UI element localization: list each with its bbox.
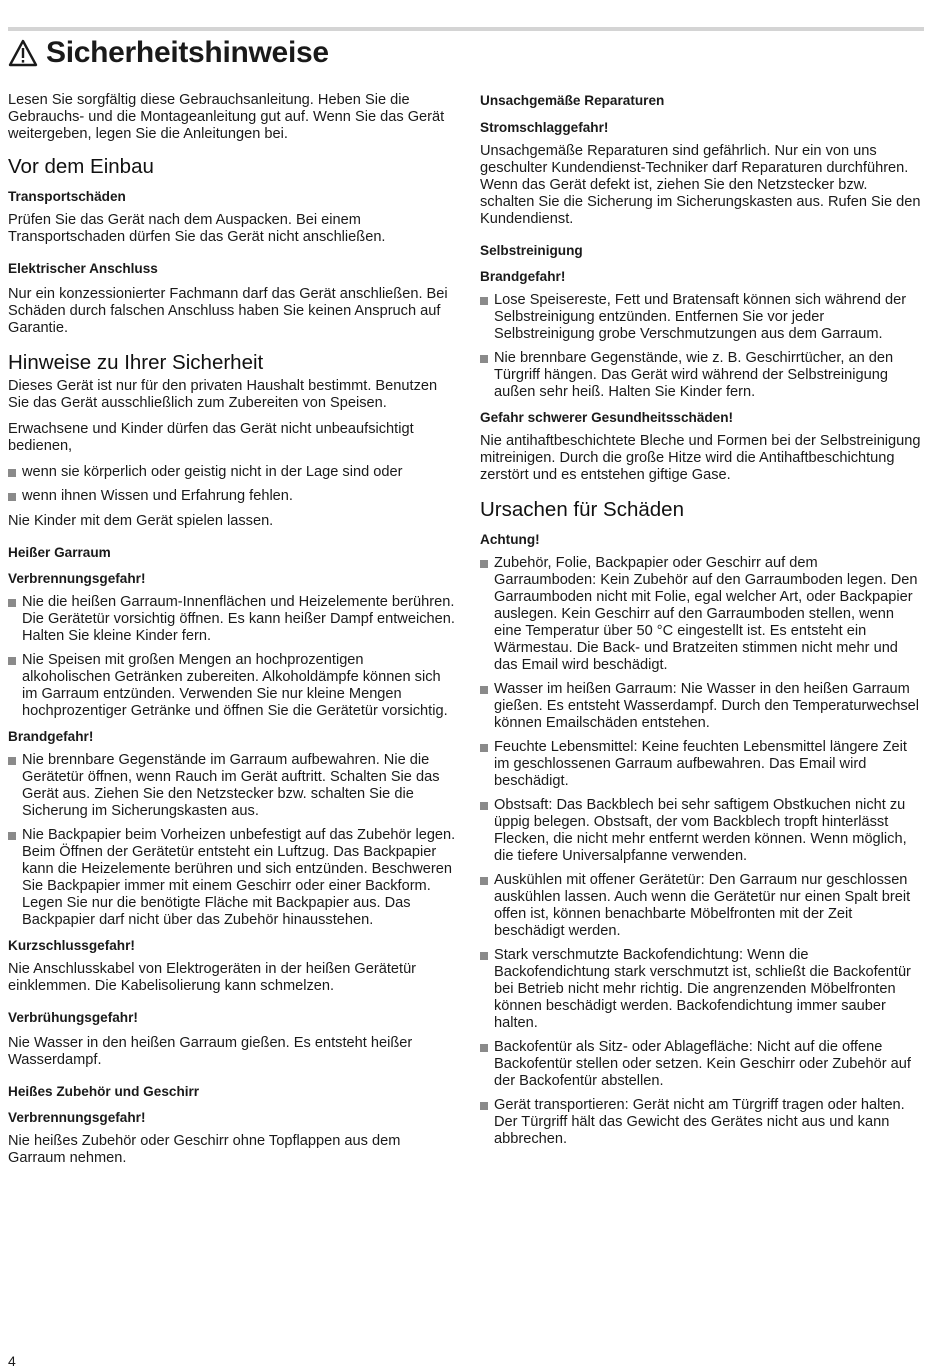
header-rule <box>8 27 924 31</box>
list-item: wenn ihnen Wissen und Erfahrung fehlen. <box>8 488 456 505</box>
page-title <box>8 34 329 72</box>
subheading-heisser-garraum: Heißer Garraum <box>8 545 111 560</box>
paragraph-gesundheitsschaeden: Nie antihaftbeschichtete Bleche und Formen bei der Selbstreinigung mitreinigen. Durch die große Hitze wird die Antihaftbeschichtung zerstört und es entstehen giftige Gase. <box>480 433 921 483</box>
paragraph-kinder-spielen: Nie Kinder mit dem Gerät spielen lassen. <box>8 513 274 529</box>
warning-kurzschlussgefahr: Kurzschlussgefahr! <box>8 938 135 953</box>
list-item: Zubehör, Folie, Backpapier oder Geschirr auf dem Garraumboden: Kein Zubehör auf den Garraumboden legen. Den Garraumboden nicht mit Folie, egal welcher Art, oder Backpapier auslegen. Kein Geschirr auf den Garraumboden stellen, wenn eine Temperatur über 50 °C eingestellt ist. Es entsteht ein Wärmestau. Die Back- und Bratzeiten stimmen nicht mehr und das Email wird beschädigt. <box>480 555 922 674</box>
warning-gesundheitsschaeden: Gefahr schwerer Gesundheitsschäden! <box>480 410 734 425</box>
list-item: Lose Speisereste, Fett und Bratensaft können sich während der Selbstreinigung entzünden. Entfernen Sie vor jeder Selbstreinigung grobe Verschmutzungen aus dem Garraum. <box>480 292 922 343</box>
warning-verbrennungsgefahr-zubehoer: Verbrennungsgefahr! <box>8 1110 146 1125</box>
subheading-heisses-zubehoer: Heißes Zubehör und Geschirr <box>8 1084 200 1099</box>
paragraph-zubehoer: Nie heißes Zubehör oder Geschirr ohne Topflappen aus dem Garraum nehmen. <box>8 1133 401 1166</box>
list-item: Nie brennbare Gegenstände im Garraum aufbewahren. Nie die Gerätetür öffnen, wenn Rauch im Gerät auftritt. Schalten Sie das Gerät aus. Ziehen Sie den Netzstecker bzw. schalten Sie die Sicherung im Sicherungskasten aus. <box>8 752 456 820</box>
page-title-text: Sicherheitshinweise <box>46 36 329 69</box>
list-item: Nie Speisen mit großen Mengen an hochprozentigen alkoholischen Getränken zubereiten. Alkoholdämpfe können sich im Garraum entzünden. Verwenden Sie nur kleine Mengen hochprozentiger Getränke und öffnen Sie die Gerätetür vorsichtig. <box>8 652 456 720</box>
section-heading-ursachen: Ursachen für Schäden <box>480 498 684 521</box>
warning-brandgefahr: Brandgefahr! <box>8 729 94 744</box>
list-item: Nie die heißen Garraum-Innenflächen und Heizelemente berühren. Die Gerätetür vorsichtig öffnen. Es kann heißer Dampf entweichen. Halten Sie kleine Kinder fern. <box>8 594 456 645</box>
subheading-elektrischer-anschluss: Elektrischer Anschluss <box>8 261 158 276</box>
paragraph-erwachsene-kinder: Erwachsene und Kinder dürfen das Gerät nicht unbeaufsichtigt bedienen, <box>8 421 414 454</box>
subheading-unsachgemaesse-reparaturen: Unsachgemäße Reparaturen <box>480 93 665 108</box>
warning-stromschlaggefahr: Stromschlaggefahr! <box>480 120 609 135</box>
subheading-selbstreinigung: Selbstreinigung <box>480 243 583 258</box>
list-item: Wasser im heißen Garraum: Nie Wasser in den heißen Garraum gießen. Es entsteht Wasserdampf. Durch den Temperaturwechsel können Emailschäden entstehen. <box>480 681 922 732</box>
right-column <box>480 92 922 1156</box>
paragraph-transportschaeden: Prüfen Sie das Gerät nach dem Auspacken. Bei einem Transportschaden dürfen Sie das Gerät nicht anschließen. <box>8 212 386 245</box>
warning-verbruehungsgefahr: Verbrühungsgefahr! <box>8 1010 138 1025</box>
page-number: 4 <box>8 1353 16 1369</box>
intro-paragraph: Lesen Sie sorgfältig diese Gebrauchsanleitung. Heben Sie die Gebrauchs- und die Montageanleitung gut auf. Wenn Sie das Gerät weitergeben, legen Sie die Anleitungen bei. <box>8 92 445 142</box>
list-brand <box>8 752 456 929</box>
list-item: wenn sie körperlich oder geistig nicht in der Lage sind oder <box>8 464 456 481</box>
list-ursachen <box>480 555 922 1148</box>
warning-brandgefahr-selbstreinigung: Brandgefahr! <box>480 269 566 284</box>
list-item: Nie brennbare Gegenstände, wie z. B. Geschirrtücher, an den Türgriff hängen. Das Gerät wird während der Selbstreinigung außen sehr heiß. Halten Sie Kinder fern. <box>480 350 922 401</box>
warning-achtung: Achtung! <box>480 532 540 547</box>
paragraph-reparaturen: Unsachgemäße Reparaturen sind gefährlich. Nur ein von uns geschulter Kundendienst-Techniker darf Reparaturen durchführen. Wenn das Gerät defekt ist, ziehen Sie den Netzstecker bzw. schalten Sie die Sicherung im Sicherungskasten aus. Rufen Sie den Kundendienst. <box>480 143 921 227</box>
section-heading-vor-dem-einbau: Vor dem Einbau <box>8 155 154 178</box>
paragraph-verbruehung: Nie Wasser in den heißen Garraum gießen. Es entsteht heißer Wasserdampf. <box>8 1035 413 1068</box>
list-verbrennung <box>8 594 456 720</box>
list-item: Stark verschmutzte Backofendichtung: Wenn die Backofendichtung stark verschmutzt ist, schließt die Backofentür bei Betrieb nicht mehr richtig. Die angrenzenden Möbelfronten können beschädigt werden. Backofendichtung immer sauber halten. <box>480 947 922 1032</box>
list-item: Feuchte Lebensmittel: Keine feuchten Lebensmittel längere Zeit im geschlossenen Garraum aufbewahren. Das Email wird beschädigt. <box>480 739 922 790</box>
list-item: Backofentür als Sitz- oder Ablagefläche: Nicht auf die offene Backofentür stellen oder setzen. Kein Geschirr oder Zubehör auf der Backofentür abstellen. <box>480 1039 922 1090</box>
list-hinweise <box>8 464 456 505</box>
subheading-transportschaeden: Transportschäden <box>8 189 126 204</box>
warning-triangle-icon <box>8 39 38 67</box>
paragraph-elektrischer-anschluss: Nur ein konzessionierter Fachmann darf das Gerät anschließen. Bei Schäden durch falschen Anschluss haben Sie keinen Anspruch auf Garantie. <box>8 286 448 336</box>
section-heading-hinweise: Hinweise zu Ihrer Sicherheit <box>8 351 264 374</box>
list-item: Auskühlen mit offener Gerätetür: Den Garraum nur geschlossen auskühlen lassen. Auch wenn die Gerätetür nur einen Spalt breit offen ist, können benachbarte Möbelfronten mit der Zeit beschädigt werden. <box>480 872 922 940</box>
list-item: Nie Backpapier beim Vorheizen unbefestigt auf das Zubehör legen. Beim Öffnen der Gerätetür entsteht ein Luftzug. Das Backpapier kann die Heizelemente berühren und sich entzünden. Beschweren Sie Backpapier immer mit einem Geschirr oder einer Backform. Legen Sie nur die benötigte Fläche mit Backpapier aus. Das Backpapier darf nicht über das Zubehör hinausstehen. <box>8 827 456 929</box>
warning-verbrennungsgefahr: Verbrennungsgefahr! <box>8 571 146 586</box>
list-selbstreinigung <box>480 292 922 401</box>
paragraph-kurzschluss: Nie Anschlusskabel von Elektrogeräten in der heißen Gerätetür einklemmen. Die Kabelisolierung kann schmelzen. <box>8 961 417 994</box>
list-item: Obstsaft: Das Backblech bei sehr saftigem Obstkuchen nicht zu üppig belegen. Obstsaft, der vom Backblech tropft hinterlässt Flecken, die nicht mehr entfernt werden können. Wenn möglich, die tiefere Universalpfanne verwenden. <box>480 797 922 865</box>
paragraph-haushalt: Dieses Gerät ist nur für den privaten Haushalt bestimmt. Benutzen Sie das Gerät ausschließlich zum Zubereiten von Speisen. <box>8 378 438 411</box>
list-item: Gerät transportieren: Gerät nicht am Türgriff tragen oder halten. Der Türgriff hält das Gewicht des Gerätes nicht aus und kann abbrechen. <box>480 1097 922 1148</box>
left-column <box>8 92 456 1176</box>
